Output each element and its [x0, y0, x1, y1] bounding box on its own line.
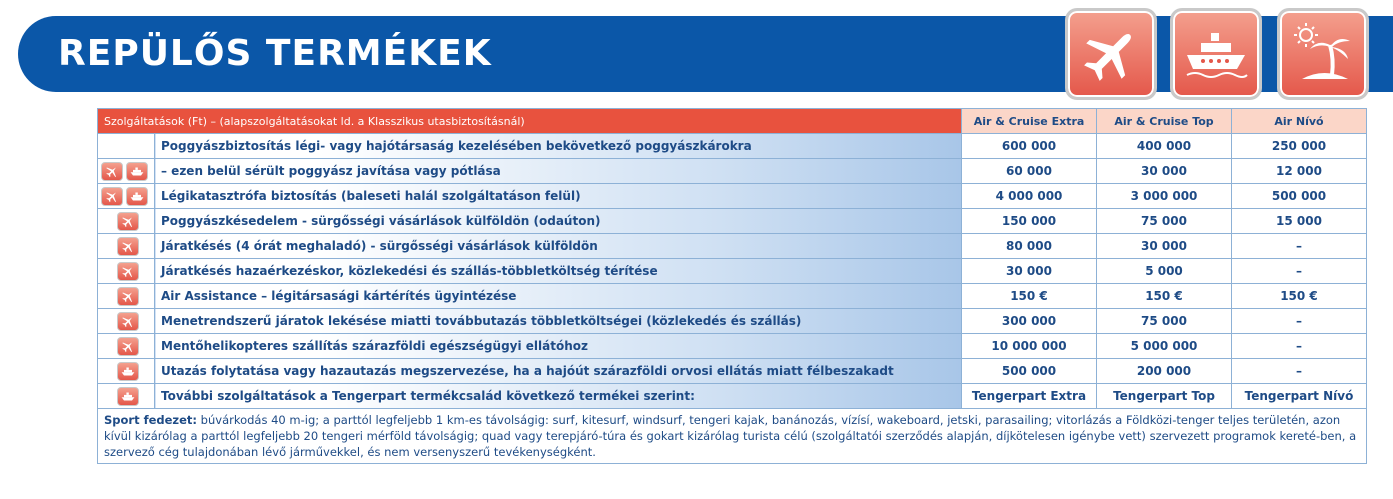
row-value-1: 300 000	[962, 309, 1097, 334]
table-row	[98, 184, 1367, 209]
sport-note-text: búvárkodás 40 m-ig; a parttól legfeljebb 1 km-es távolságig: surf, kitesurf, windsurf, tengeri kajak, banánozás, vízísí, wakeboard, jetski, parasailing; vitorlázás a Földközi-tenger teljes területén, azon kívül kizárólag a parttól legfeljebb 20 tengeri mérföld távolságig; quad vagy terepjáró-túra és gokart kizárólag turista célú (szolgáltatói szerződés alapján, díjkötelesen igénybe vett) szervezett programok kereté-ben, a szervező cég tulajdonában lévő járművekkel, és nem versenyszerű tevékenységként.	[104, 413, 1357, 459]
cruise-ship-icon	[117, 387, 139, 406]
row-value-3: 250 000	[1232, 134, 1367, 159]
row-label: Utazás folytatása vagy hazautazás megszervezése, ha a hajóút szárazföldi orvosi ellátás miatt félbeszakadt	[155, 359, 962, 384]
row-value-2: 30 000	[1097, 159, 1232, 184]
row-value-2: 30 000	[1097, 234, 1232, 259]
row-icons	[98, 359, 155, 384]
row-icons	[98, 234, 155, 259]
airplane-icon	[101, 162, 123, 181]
row-icons	[98, 184, 155, 209]
row-value-3: 12 000	[1232, 159, 1367, 184]
row-value-3: 500 000	[1232, 184, 1367, 209]
row-label: Air Assistance – légitársasági kártérítés ügyintézése	[155, 284, 962, 309]
row-value-1: 10 000 000	[962, 334, 1097, 359]
row-value-2: 75 000	[1097, 209, 1232, 234]
table-header-row	[98, 109, 1367, 134]
row-value-3: –	[1232, 234, 1367, 259]
row-value-3: –	[1232, 359, 1367, 384]
row-value-2: 400 000	[1097, 134, 1232, 159]
row-value-2: Tengerpart Top	[1097, 384, 1232, 409]
row-icons	[98, 384, 155, 409]
row-value-3: 150 €	[1232, 284, 1367, 309]
row-value-1: 80 000	[962, 234, 1097, 259]
table-row	[98, 284, 1367, 309]
sport-note-label: Sport fedezet:	[104, 413, 198, 427]
table-row	[98, 384, 1367, 409]
row-icons	[98, 284, 155, 309]
row-icons	[98, 209, 155, 234]
row-label: Járatkésés (4 órát meghaladó) - sürgősségi vásárlások külföldön	[155, 234, 962, 259]
services-header: Szolgáltatások (Ft) – (alapszolgáltatásokat ld. a Klasszikus utasbiztosításnál)	[98, 109, 962, 134]
row-value-1: 4 000 000	[962, 184, 1097, 209]
row-value-1: 30 000	[962, 259, 1097, 284]
sport-note-row	[98, 409, 1367, 464]
row-icons	[98, 159, 155, 184]
table-row	[98, 334, 1367, 359]
row-value-1: 500 000	[962, 359, 1097, 384]
row-value-2: 5 000 000	[1097, 334, 1232, 359]
table-row	[98, 359, 1367, 384]
page-title: REPÜLŐS TERMÉKEK	[58, 33, 492, 74]
row-value-2: 3 000 000	[1097, 184, 1232, 209]
airplane-icon	[101, 187, 123, 206]
row-value-1: 150 €	[962, 284, 1097, 309]
row-label: Mentőhelikopteres szállítás szárazföldi egészségügyi ellátóhoz	[155, 334, 962, 359]
row-value-2: 75 000	[1097, 309, 1232, 334]
row-value-2: 150 €	[1097, 284, 1232, 309]
cruise-ship-icon	[117, 362, 139, 381]
table-row	[98, 234, 1367, 259]
table-row	[98, 309, 1367, 334]
airplane-icon	[117, 287, 139, 306]
airplane-icon	[117, 312, 139, 331]
row-label: Menetrendszerű járatok lekésése miatti továbbutazás többletköltségei (közlekedés és szállás)	[155, 309, 962, 334]
sport-note	[98, 409, 1367, 464]
row-value-1: 600 000	[962, 134, 1097, 159]
row-value-1: 60 000	[962, 159, 1097, 184]
row-icons	[98, 309, 155, 334]
row-label: Járatkésés hazaérkezéskor, közlekedési és szállás-többletköltség térítése	[155, 259, 962, 284]
row-value-3: 15 000	[1232, 209, 1367, 234]
row-value-3: Tengerpart Nívó	[1232, 384, 1367, 409]
row-icons	[98, 259, 155, 284]
row-label: – ezen belül sérült poggyász javítása vagy pótlása	[155, 159, 962, 184]
table-row	[98, 134, 1367, 159]
col-air-cruise-extra: Air & Cruise Extra	[962, 109, 1097, 134]
row-value-2: 5 000	[1097, 259, 1232, 284]
row-label: Légikatasztrófa biztosítás (baleseti halál szolgáltatáson felül)	[155, 184, 962, 209]
col-air-nivo: Air Nívó	[1232, 109, 1367, 134]
row-icons	[98, 134, 155, 159]
row-value-2: 200 000	[1097, 359, 1232, 384]
cruise-ship-icon	[126, 162, 148, 181]
airplane-icon	[117, 337, 139, 356]
table-row	[98, 209, 1367, 234]
row-value-3: –	[1232, 334, 1367, 359]
row-icons	[98, 334, 155, 359]
row-value-1: Tengerpart Extra	[962, 384, 1097, 409]
table-row	[98, 259, 1367, 284]
beach-palm-icon	[1277, 8, 1369, 100]
airplane-icon	[117, 237, 139, 256]
row-label: Poggyászkésedelem - sürgősségi vásárlások külföldön (odaúton)	[155, 209, 962, 234]
row-value-1: 150 000	[962, 209, 1097, 234]
table-row	[98, 159, 1367, 184]
row-label: Poggyászbiztosítás légi- vagy hajótársaság kezelésében bekövetkező poggyászkárokra	[155, 134, 962, 159]
airplane-icon	[117, 262, 139, 281]
col-air-cruise-top: Air & Cruise Top	[1097, 109, 1232, 134]
row-label: További szolgáltatások a Tengerpart termékcsalád következő termékei szerint:	[155, 384, 962, 409]
airplane-icon	[117, 212, 139, 231]
airplane-icon	[1065, 8, 1157, 100]
coverage-table	[97, 108, 1367, 464]
cruise-ship-icon	[1170, 8, 1262, 100]
cruise-ship-icon	[126, 187, 148, 206]
row-value-3: –	[1232, 259, 1367, 284]
row-value-3: –	[1232, 309, 1367, 334]
